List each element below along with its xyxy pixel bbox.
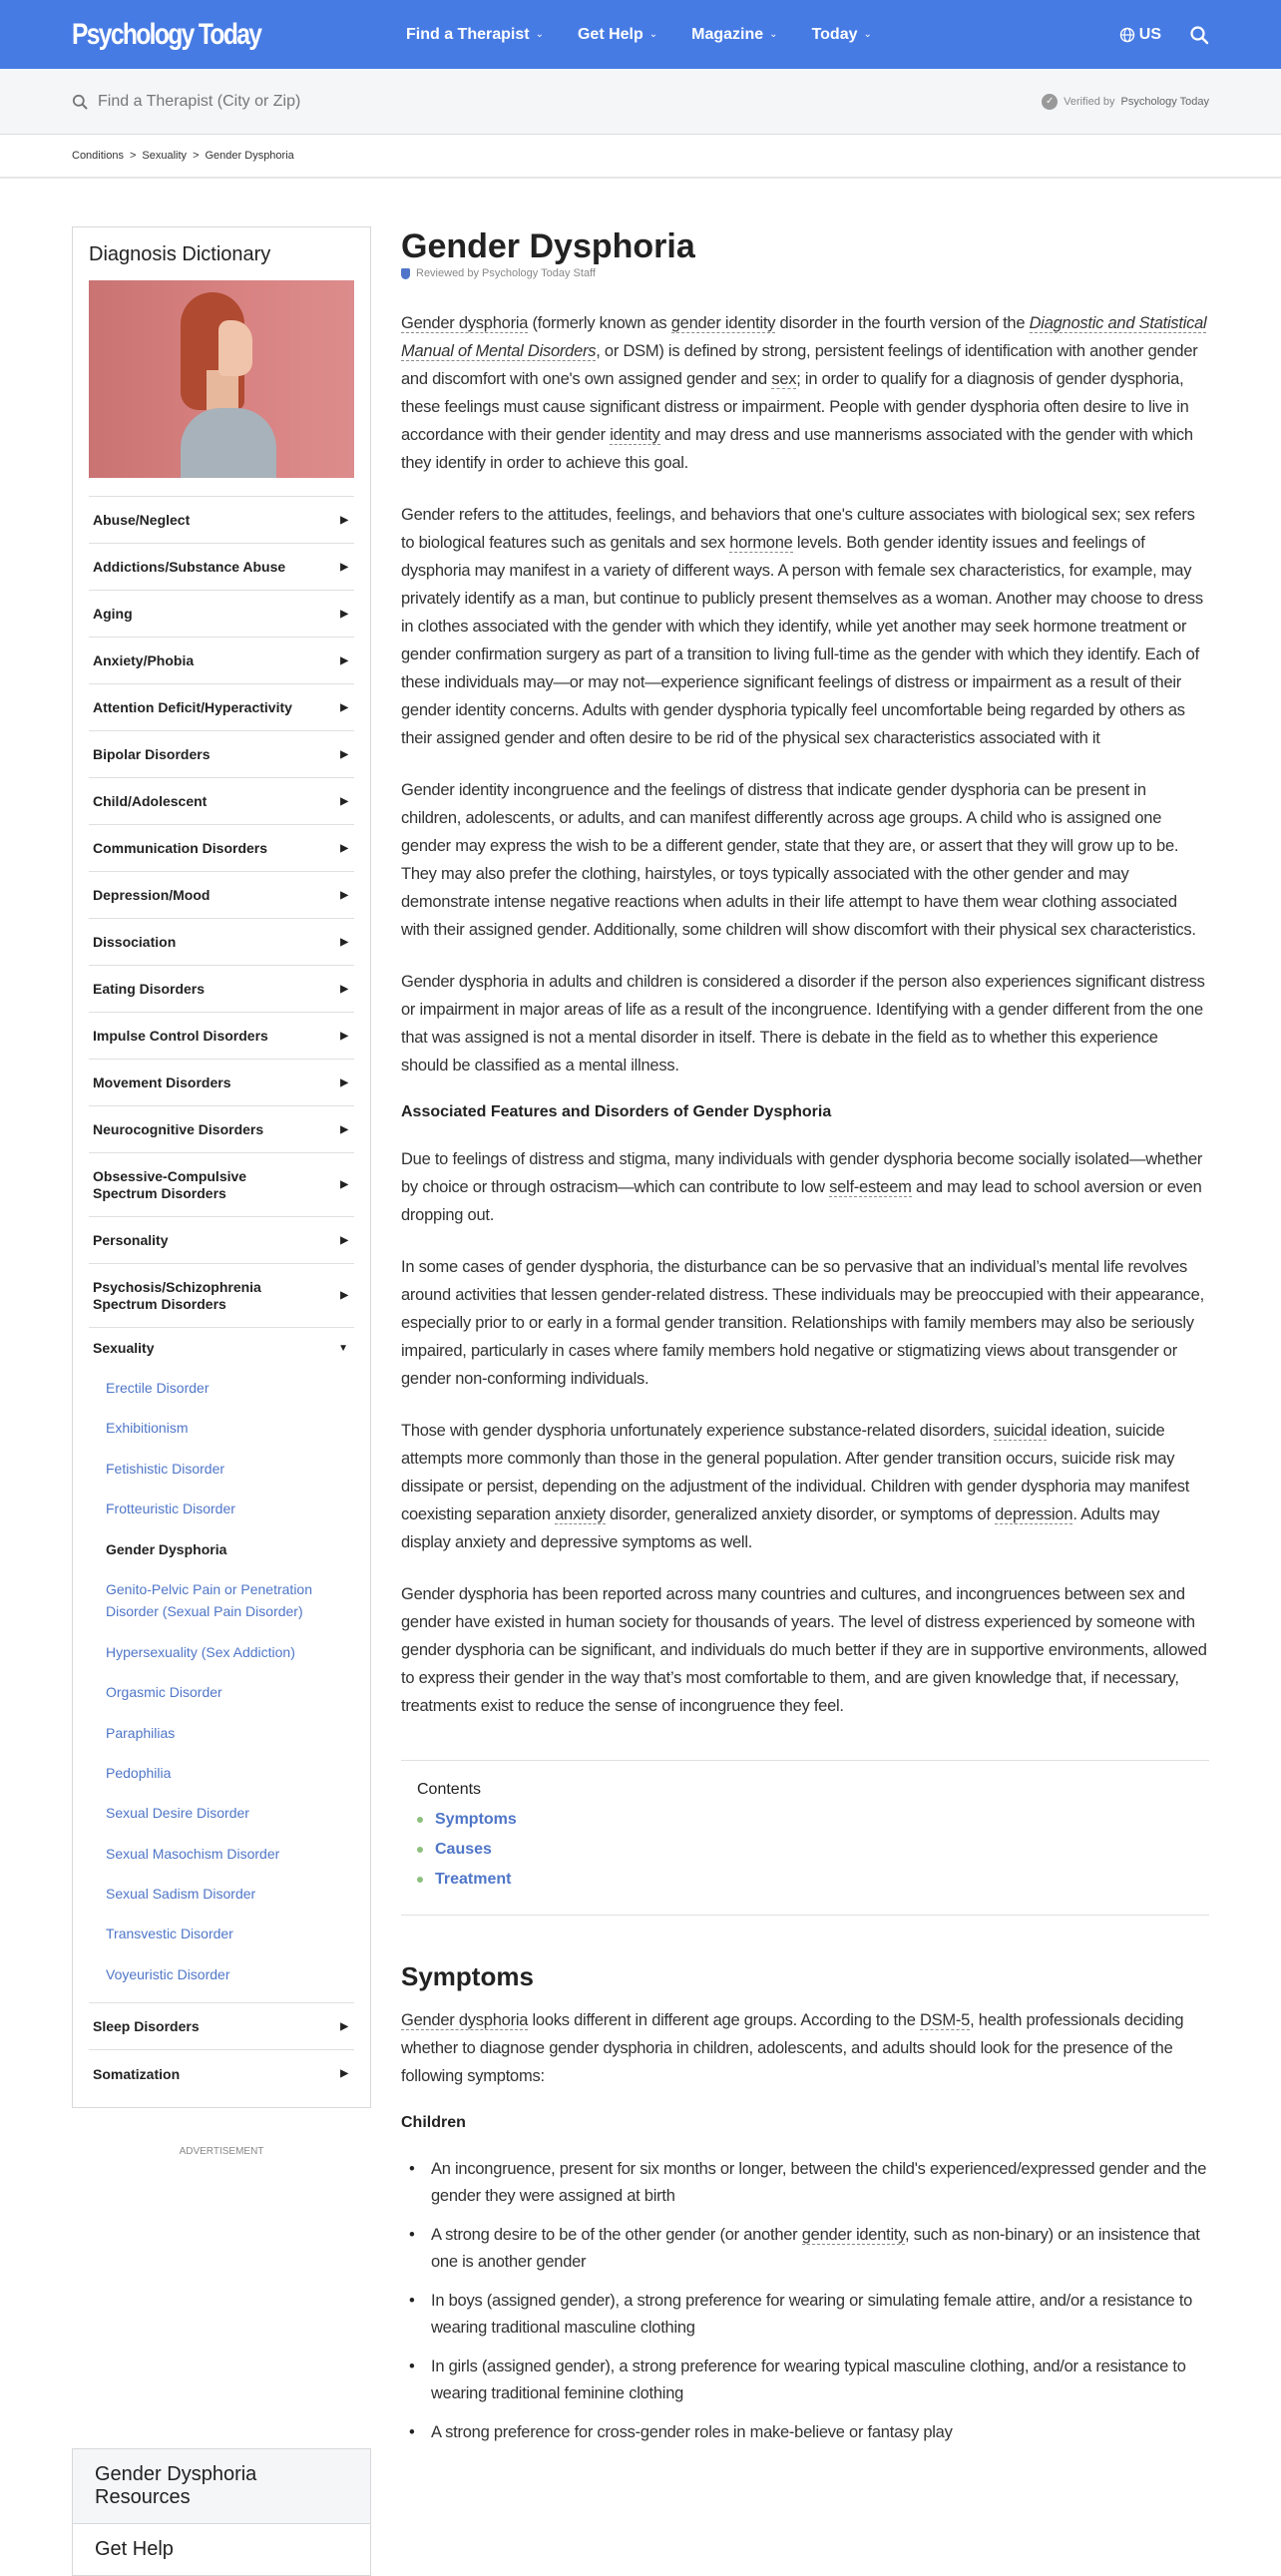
toc-item [417,1835,1193,1865]
term-link[interactable]: sex [771,370,797,389]
category-label: Eating Disorders [93,981,206,997]
category-impulse[interactable] [89,1013,354,1060]
bullet-icon [417,1877,423,1883]
chevron-down-icon: ⌄ [863,29,872,40]
toc-link-treatment[interactable]: Treatment [435,1871,512,1889]
category-label: Child/Adolescent [93,793,208,809]
category-label: Psychosis/Schizophrenia Spectrum Disorders [93,1278,261,1312]
toc-link-symptoms[interactable]: Symptoms [435,1811,517,1829]
table-of-contents [401,1760,1209,1916]
subitem-erectile-disorder[interactable]: Erectile Disorder [106,1380,210,1396]
children-symptom-list [401,2156,1209,2446]
symptom-item: • A strong preference for cross-gender roles in make-believe or fantasy play [401,2419,1209,2446]
category-communication[interactable] [89,825,354,872]
nav-label: Get Help [577,25,643,43]
section-subheading: Associated Features and Disorders of Gender Dysphoria [401,1103,832,1121]
nav-label: Today [811,25,858,43]
symptom-item: • In boys (assigned gender), a strong preference for wearing or simulating female attire, and/or a resistance to wearing traditional masculine clothing [401,2288,1209,2342]
page-title: Gender Dysphoria [401,227,695,265]
term-link[interactable]: anxiety [555,1505,606,1524]
term-link[interactable]: suicidal [994,1422,1048,1441]
subitem-sexual-masochism-disorder[interactable]: Sexual Masochism Disorder [106,1845,280,1862]
bullet-icon [417,1817,423,1823]
article-paragraph: Those with gender dysphoria unfortunately experience substance-related disorders, suicidal ideation, suicide attempts more commonly than those in the general population. After gender transition occurs, suicide risk may dissipate or persist, depending on the adjustment of the individual. Children with gender dysphoria may manifest coexisting separation anxiety disorder, generalized anxiety disorder, or symptoms of depression. Adults may display anxiety and depressive symptoms as well. [401,1422,1190,1552]
chevron-down-icon: ⌄ [769,29,778,40]
category-ocd[interactable] [89,1153,354,1217]
article-paragraph: Gender dysphoria (formerly known as gender identity disorder in the fourth version of the Diagnostic and Statistical Manual of Mental Disorders, or DSM) is defined by strong, persistent feelings of identification with another gender and discomfort with one's own assigned gender and sex; in order to qualify for a diagnosis of gender dysphoria, these feelings must cause significant distress or impairment. People with gender dysphoria often desire to live in accordance with their gender identity and may dress and use mannerisms associated with the gender with which they identify in order to achieve this goal. [401,314,1207,473]
bullet-icon [417,1847,423,1853]
term-link[interactable]: Gender dysphoria [401,314,529,333]
main-nav [406,26,906,44]
category-sexuality[interactable] [89,1328,354,1368]
category-label: Communication Disorders [93,840,268,856]
header-utilities [1119,0,1209,69]
category-eating[interactable] [89,966,354,1013]
article-paragraph: In some cases of gender dysphoria, the disturbance can be so pervasive that an individual’s mental life revolves around activities that lessen gender-related distress. These individuals may be preoccupied with their appearance, especially prior to or early in a formal gender transition. Relationships with family members may also be seriously impaired, particularly in cases where family members hold negative or stigmatizing views about transgender or gender non-conforming individuals. [401,1258,1204,1389]
category-label: Obsessive-Compulsive Spectrum Disorders [93,1167,247,1201]
therapist-search-bar [0,69,1281,135]
caret-right-icon: ▶ [340,795,348,807]
therapist-search-input[interactable]: Find a Therapist (City or Zip) [98,92,301,110]
caret-right-icon: ▶ [340,608,348,620]
caret-right-icon: ▶ [340,1289,348,1301]
subitem-pedophilia[interactable]: Pedophilia [106,1764,172,1781]
breadcrumb-conditions[interactable]: Conditions [72,150,124,162]
caret-right-icon: ▶ [340,889,348,901]
breadcrumb-separator: > [193,150,200,162]
term-link[interactable]: self-esteem [829,1178,912,1197]
search-icon[interactable] [1189,25,1209,45]
article [401,226,1209,2576]
nav-label: Find a Therapist [406,25,530,43]
nav-get-help[interactable] [578,26,657,44]
subitem-fetishistic-disorder[interactable]: Fetishistic Disorder [106,1460,225,1477]
page-body [0,226,1281,2576]
search-icon [72,94,88,110]
category-dissociation[interactable] [89,919,354,966]
term-link[interactable]: Diagnostic and Statistical Manual of Mental Disorders [401,314,1207,361]
subitem-paraphilias[interactable]: Paraphilias [106,1724,176,1741]
chevron-down-icon: ⌄ [648,29,658,40]
category-personality[interactable] [89,1217,354,1264]
advertisement-label: ADVERTISEMENT [179,2146,264,2158]
caret-right-icon: ▶ [340,561,348,573]
category-neurocognitive[interactable] [89,1106,354,1153]
term-link[interactable]: depression [995,1505,1073,1524]
category-child[interactable] [89,778,354,825]
category-label: Neurocognitive Disorders [93,1121,264,1137]
dictionary-image [89,280,354,478]
subitem-exhibitionism[interactable]: Exhibitionism [106,1420,189,1437]
caret-down-icon: ▼ [338,1342,348,1354]
nav-find-therapist[interactable] [406,26,544,44]
category-label: Aging [93,606,133,622]
category-label: Addictions/Substance Abuse [93,559,286,575]
nav-today[interactable] [812,26,872,44]
chevron-down-icon: ⌄ [535,29,544,40]
category-depression[interactable] [89,872,354,919]
region-selector[interactable] [1119,26,1161,44]
category-abuse-neglect[interactable] [89,497,354,544]
subitem-transvestic-disorder[interactable]: Transvestic Disorder [106,1926,233,1942]
article-paragraph: Gender dysphoria in adults and children is considered a disorder if the person also experiences significant distress or impairment in major areas of life as a result of the incongruence. Identifying with a gender different from the one that was assigned is not a mental disorder in itself. There is debate in the field as to whether this experience should be classified as a mental illness. [401,973,1205,1075]
term-link[interactable]: gender identity [670,314,776,333]
children-heading: Children [401,2114,466,2132]
caret-right-icon: ▶ [340,2020,348,2032]
category-addictions[interactable] [89,544,354,591]
term-link[interactable]: identity [610,426,660,445]
reviewed-by [401,267,1209,279]
term-link[interactable]: hormone [729,534,793,553]
resources-get-help[interactable]: Get Help [95,2538,174,2561]
breadcrumb-sexuality[interactable]: Sexuality [142,150,188,162]
category-somatization[interactable] [89,2050,354,2097]
site-logo[interactable]: Psychology Today [72,17,261,51]
term-link[interactable]: Gender dysphoria [401,2011,529,2030]
category-label: Dissociation [93,934,177,950]
category-label: Abuse/Neglect [93,512,191,528]
category-psychosis[interactable] [89,1264,354,1328]
verified-badge [1042,94,1209,110]
symptom-item: • In girls (assigned gender), a strong preference for wearing typical masculine clothing, and/or a resistance to wearing traditional feminine clothing [401,2354,1209,2407]
breadcrumb [0,135,1281,179]
category-bipolar[interactable] [89,731,354,778]
subitem-hypersexuality[interactable]: Hypersexuality (Sex Addiction) [106,1643,295,1660]
symptoms-intro: Gender dysphoria looks different in different age groups. According to the DSM-5, health professionals deciding whether to diagnose gender dysphoria in children, adolescents, and adults should look for the presence of the following symptoms: [401,2011,1184,2086]
term-link[interactable]: gender identity [801,2226,906,2245]
caret-right-icon: ▶ [340,1030,348,1042]
category-label: Somatization [93,2065,181,2082]
caret-right-icon: ▶ [340,1178,348,1190]
subitem-frotteuristic-disorder[interactable]: Frotteuristic Disorder [106,1501,235,1517]
caret-right-icon: ▶ [340,654,348,666]
category-sleep[interactable] [89,2003,354,2050]
article-paragraph: Gender refers to the attitudes, feelings, and behaviors that one's culture associates with biological sex; sex refers to biological features such as genitals and sex hormone levels. Both gender identity issues and feelings of dysphoria may manifest in a variety of different ways. A person with female sex characteristics, for example, may privately identify as a man, but continue to publicly present themselves as a woman. Another may choose to dress in clothes associated with the gender with which they identify, while yet another may seek hormone treatment or gender confirmation surgery as part of a transition to living full-time as the gender with which they identify. Each of these individuals may—or may not—experience significant feelings of distress or impairment as a result of their gender identity concerns. Adults with gender dysphoria typically feel uncomfortable being regarded by others as their assigned gender and often desire to be rid of the physical sex characteristics associated with it [401,506,1203,748]
article-paragraph: Gender dysphoria has been reported across many countries and cultures, and incongruences between sex and gender have existed in human society for thousands of years. The level of distress experienced by someone with gender dysphoria can be significant, and individuals do much better if they are in supportive environments, allowed to express their gender in the way that’s most comfortable to them, and are given knowledge that, if necessary, treatments exist to reduce the sense of incongruence they feel. [401,1585,1207,1716]
resources-box [72,2448,371,2576]
subitem-genito-pelvic-pain[interactable]: Genito-Pelvic Pain or Penetration Disorder (Sexual Pain Disorder) [106,1580,312,1620]
nav-magazine[interactable] [691,26,777,44]
caret-right-icon: ▶ [340,842,348,854]
contents-label: Contents [417,1781,482,1799]
term-link[interactable]: DSM-5 [920,2011,971,2030]
check-icon: ✓ [1042,94,1058,110]
toc-link-causes[interactable]: Causes [435,1841,492,1859]
breadcrumb-separator: > [129,150,137,162]
article-paragraph: Due to feelings of distress and stigma, many individuals with gender dysphoria become socially isolated—whether by choice or through ostracism—which can contribute to low self-esteem and may lead to school aversion or even dropping out. [401,1150,1203,1225]
article-paragraph: Gender identity incongruence and the feelings of distress that indicate gender dysphoria can be present in children, adolescents, or adults, and can manifest differently across age groups. A child who is assigned one gender may express the wish to be a different gender, state that they are, or assert that they will grow up to be. They may also prefer the clothing, hairstyles, or toys typically associated with the other gender and may demonstrate intense negative reactions when adults in their life attempt to have them wear clothing associated with their assigned gender. Additionally, some children will show discomfort with their physical sex characteristics. [401,781,1196,940]
category-label: Sleep Disorders [93,2018,200,2035]
category-label: Anxiety/Phobia [93,652,195,668]
sexuality-subitems [89,1368,354,2003]
caret-right-icon: ▶ [340,1123,348,1135]
subitem-voyeuristic-disorder[interactable]: Voyeuristic Disorder [106,1965,230,1982]
caret-right-icon: ▶ [340,748,348,760]
caret-right-icon: ▶ [340,514,348,526]
toc-item [417,1805,1193,1835]
category-label: Impulse Control Disorders [93,1028,268,1044]
subitem-sexual-desire-disorder[interactable]: Sexual Desire Disorder [106,1805,249,1822]
category-label: Sexuality [93,1340,155,1356]
resources-title: Gender Dysphoria Resources [73,2449,370,2524]
region-label: US [1138,25,1161,43]
caret-right-icon: ▶ [340,936,348,948]
subitem-gender-dysphoria[interactable]: Gender Dysphoria [106,1540,227,1557]
verified-prefix: Verified by [1064,95,1115,108]
category-list [89,496,354,2097]
reviewed-text: Reviewed by Psychology Today Staff [416,267,596,280]
toc-item [417,1865,1193,1895]
subitem-orgasmic-disorder[interactable]: Orgasmic Disorder [106,1684,222,1701]
category-label: Bipolar Disorders [93,746,211,762]
symptom-item: • An incongruence, present for six months or longer, between the child's experienced/expressed gender and the gender they were assigned at birth [401,2156,1209,2210]
nav-label: Magazine [691,25,764,43]
caret-right-icon: ▶ [340,1234,348,1246]
caret-right-icon: ▶ [340,2068,348,2080]
diagnosis-dictionary [72,226,371,2108]
symptom-item: • A strong desire to be of the other gender (or another gender identity, such as non-binary) or an insistence that one is another gender [401,2222,1209,2276]
sidebar [72,226,371,2576]
category-label: Movement Disorders [93,1074,231,1090]
category-adhd[interactable] [89,684,354,731]
category-anxiety[interactable] [89,638,354,684]
category-label: Personality [93,1232,169,1248]
top-nav-bar [0,0,1281,69]
category-movement[interactable] [89,1060,354,1106]
caret-right-icon: ▶ [340,983,348,995]
caret-right-icon: ▶ [340,1076,348,1088]
category-label: Attention Deficit/Hyperactivity [93,699,292,715]
globe-icon [1119,27,1135,43]
symptoms-heading: Symptoms [401,1961,534,1992]
subitem-sexual-sadism-disorder[interactable]: Sexual Sadism Disorder [106,1886,256,1903]
shield-check-icon [401,268,410,279]
dictionary-title: Diagnosis Dictionary [89,243,271,265]
verified-brand: Psychology Today [1120,95,1209,108]
category-label: Depression/Mood [93,887,211,903]
breadcrumb-current: Gender Dysphoria [205,150,294,162]
category-aging[interactable] [89,591,354,638]
caret-right-icon: ▶ [340,701,348,713]
